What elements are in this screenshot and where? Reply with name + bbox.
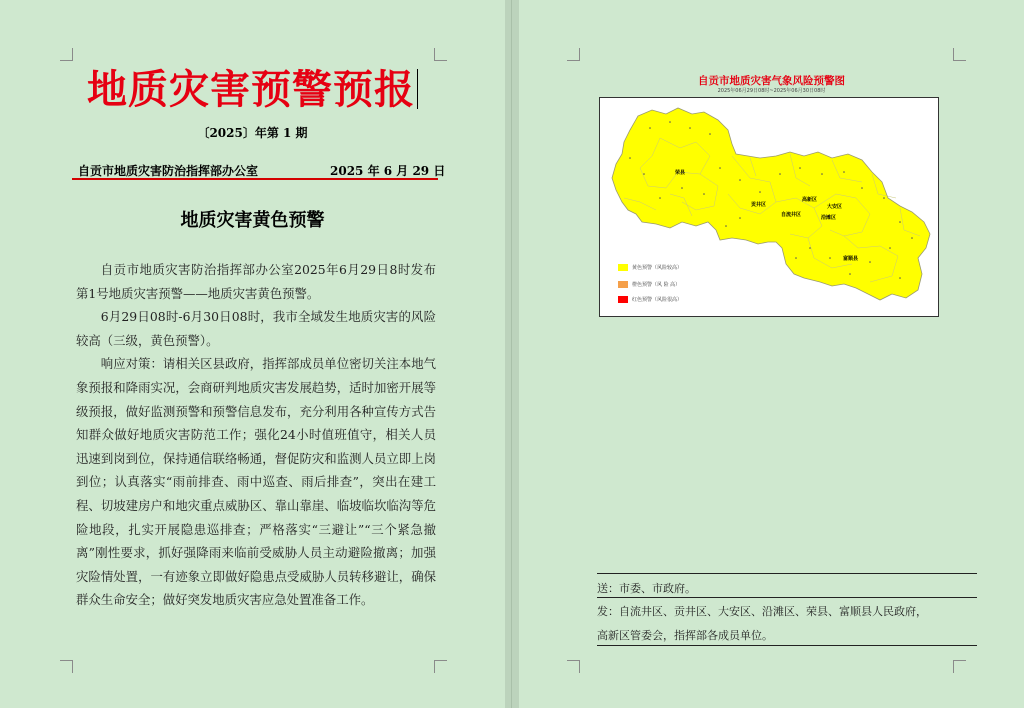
legend-orange (618, 281, 680, 288)
paragraph: 自贡市地质灾害防治指挥部办公室2025年6月29日8时发布第1号地质灾害预警——地质灾害黄色预警。 (76, 262, 436, 301)
distribution-bottom-rule (597, 645, 977, 646)
map-label-gaoxin: 高新区 (802, 197, 818, 203)
warning-heading: 地质灾害黄色预警 (180, 210, 325, 231)
distribution-to: 送：市委、市政府。 (597, 582, 696, 595)
legend-yellow (618, 264, 682, 271)
crop-mark (567, 48, 580, 61)
legend-label: 红色预警（风险很高） (632, 297, 683, 303)
map-label-yantan: 沿滩区 (821, 215, 837, 221)
map-title: 自贡市地质灾害气象风险预警图 (698, 75, 845, 87)
paragraph: 6月29日08时-6月30日08时，我市全域发生地质灾害的风险较高（三级，黄色预警）。 (76, 309, 436, 348)
map-label-daan: 大安区 (827, 204, 843, 210)
crop-mark (434, 660, 447, 673)
legend-swatch (618, 281, 628, 288)
issue-date: 2025 年 6 月 29 日 (330, 164, 446, 178)
map-label-ziliujing: 自流井区 (781, 212, 802, 218)
paragraph: 响应对策：请相关区县政府，指挥部成员单位密切关注本地气象预报和降雨实况，会商研判地质灾害发展趋势，适时加密开展等级预报，做好监测预警和预警信息发布，充分利用各种宣传方式告知群众做好地质灾害防范工作；强化24小时值班值守，相关人员迅速到岗到位，保持通信联络畅通，督促防灾和监测人员立即上岗到位；认真落实“雨前排查、雨中巡查、雨后排查”，突出在建工程、切坡建房户和地灾重点威胁区、靠山靠崖、临坡临坎临沟等危险地段，扎实开展隐患巡排查；严格落实“三避让”“三个紧急撤离”刚性要求，抓好强降雨来临前受威胁人员主动避险撤离；加强灾险情处置，一有迹象立即做好隐患点受威胁人员转移避让，确保群众生命安全；做好突发地质灾害应急处置准备工作。 (76, 356, 436, 608)
text-cursor (417, 69, 418, 109)
distribution-cc-line1: 发：自流井区、贡井区、大安区、沿滩区、荣县、富顺县人民政府， (597, 605, 927, 618)
map-label-fushun: 富顺县 (843, 256, 859, 262)
crop-mark (60, 660, 73, 673)
issuing-office: 自贡市地质灾害防治指挥部办公室 (78, 164, 259, 178)
legend-label: 橙色预警（风 险 高） (632, 282, 681, 288)
map-subtitle: 2025年06月29日08时~2025年06月30日08时 (717, 88, 826, 94)
city-region-shape (612, 108, 930, 300)
legend-label: 黄色预警（风险较高） (632, 265, 683, 271)
issue-number: 〔2025〕年第 1 期 (197, 126, 308, 140)
crop-mark (567, 660, 580, 673)
legend-red (618, 296, 682, 303)
crop-mark (953, 660, 966, 673)
page-gutter (505, 0, 519, 708)
crop-mark (953, 48, 966, 61)
map-label-gongjing: 贡井区 (751, 202, 767, 208)
legend-swatch (618, 296, 628, 303)
legend-swatch (618, 264, 628, 271)
distribution-mid-rule (597, 597, 977, 598)
document-title-text: 地质灾害预警预报 (87, 66, 415, 113)
map-label-rongxian: 荣县 (675, 170, 686, 176)
distribution-top-rule (597, 573, 977, 574)
body-text[interactable] (76, 258, 436, 612)
document-title[interactable] (0, 58, 505, 115)
document-page-left (0, 0, 505, 708)
distribution-cc-line2: 高新区管委会，指挥部各成员单位。 (597, 629, 773, 642)
document-page-right (519, 0, 1024, 708)
red-divider (72, 178, 438, 180)
